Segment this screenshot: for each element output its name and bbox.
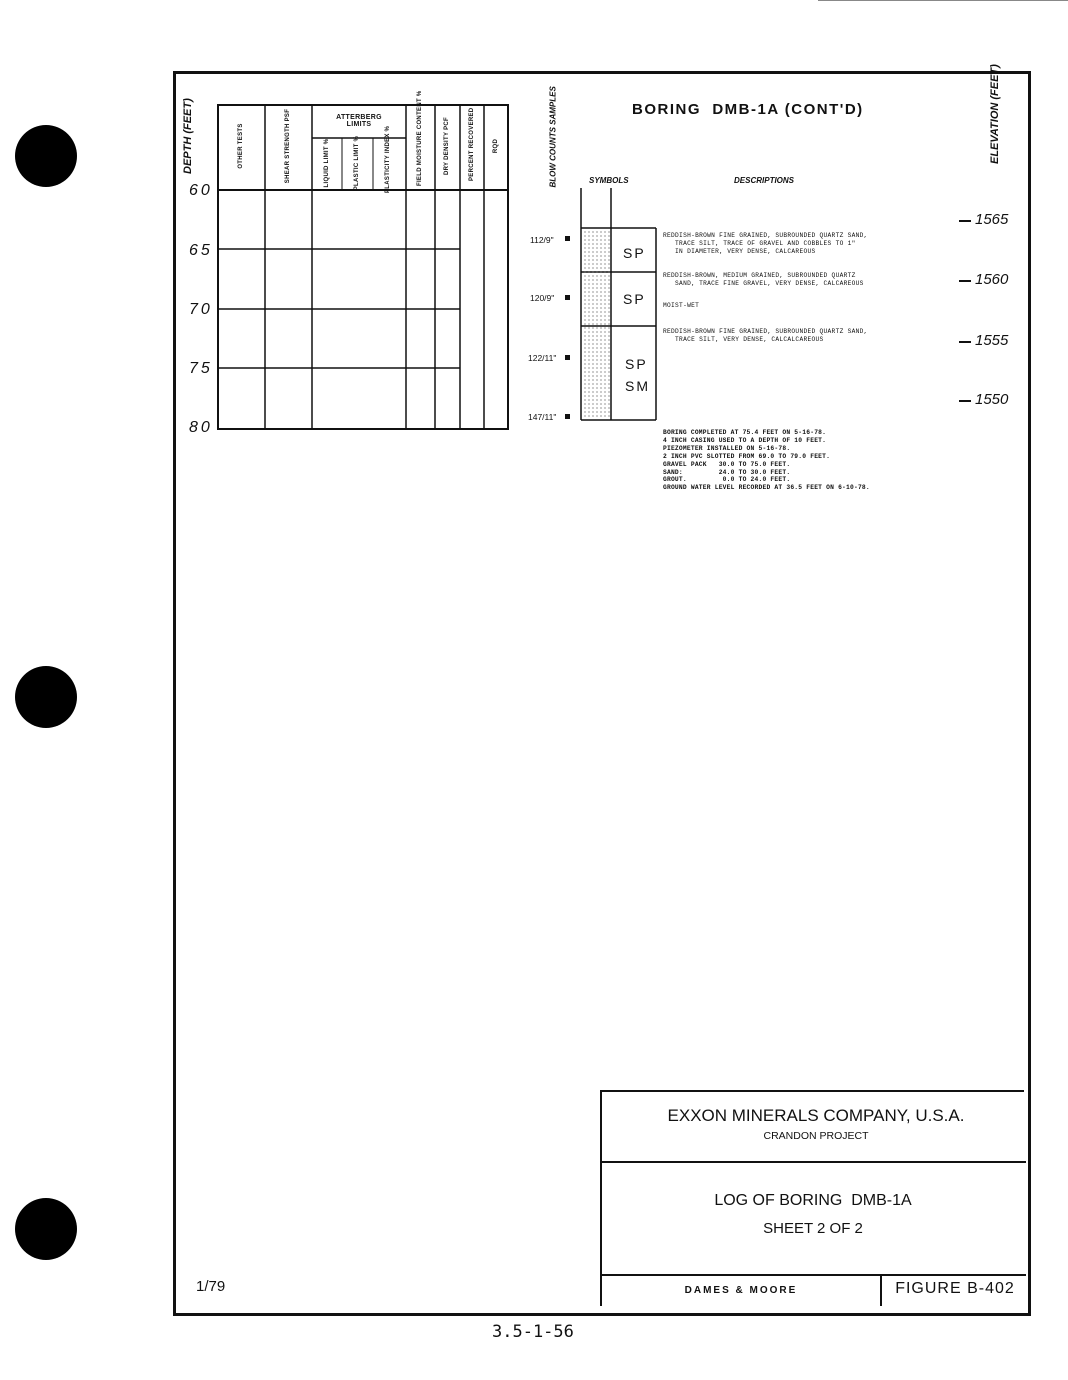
col-rqd: RQD [493, 138, 499, 154]
elevation-1560: 1560 [975, 271, 1009, 288]
elevation-axis-label: ELEVATION (FEET) [989, 64, 1001, 164]
page-number: 3.5-1-56 [492, 1322, 574, 1342]
project-name: CRANDON PROJECT [763, 1130, 869, 1142]
depth-65: 65 [189, 242, 213, 259]
description-3: MOIST-WET [663, 302, 700, 309]
figure-number: FIGURE B-402 [895, 1280, 1015, 1297]
depth-75: 75 [189, 360, 213, 377]
log-title: LOG OF BORING DMB-1A [714, 1192, 912, 1209]
blow-count-4: 147/11" [528, 412, 557, 422]
symbol-sm: SM [625, 378, 650, 394]
elevation-1555: 1555 [975, 332, 1009, 349]
title-divider-2 [602, 1274, 1026, 1276]
symbol-sp-1: SP [623, 245, 646, 261]
col-plasticity-index: PLASTICITY INDEX % [385, 125, 391, 193]
elevation-tick-1 [959, 220, 971, 222]
depth-80: 80 [189, 419, 213, 436]
depth-60: 60 [189, 182, 213, 199]
description-2: REDDISH-BROWN, MEDIUM GRAINED, SUBROUNDED QUARTZ SAND, TRACE FINE GRAVEL, VERY DENSE, CALCAREOUS [663, 272, 864, 287]
blow-counts-label: BLOW COUNTS SAMPLES [548, 86, 558, 188]
boring-title: BORING DMB-1A (CONT'D) [632, 101, 864, 118]
elevation-tick-3 [959, 341, 971, 343]
col-shear-strength: SHEAR STRENGTH PSF [285, 108, 291, 184]
sample-marker-2 [565, 295, 570, 300]
sample-marker-4 [565, 414, 570, 419]
depth-70: 70 [189, 301, 213, 318]
blow-count-3: 122/11" [528, 353, 557, 363]
symbol-sp-3: SP [625, 356, 648, 372]
descriptions-label: DESCRIPTIONS [734, 176, 795, 185]
sample-marker-1 [565, 236, 570, 241]
col-other-tests: OTHER TESTS [238, 123, 244, 169]
col-plastic-limit: PLASTIC LIMIT % [354, 135, 360, 191]
col-dry-density: DRY DENSITY PCF [444, 116, 450, 176]
firm-name: DAMES & MOORE [684, 1285, 798, 1296]
company-name: EXXON MINERALS COMPANY, U.S.A. [667, 1106, 965, 1125]
description-1: REDDISH-BROWN FINE GRAINED, SUBROUNDED QUARTZ SAND, TRACE SILT, TRACE OF GRAVEL AND COBBLES TO 1" IN DIAMETER, VERY DENSE, CALCAREOUS [663, 232, 868, 255]
elevation-1550: 1550 [975, 391, 1009, 408]
sand-pattern [583, 230, 610, 418]
elevation-1565: 1565 [975, 211, 1009, 228]
title-divider-1 [602, 1161, 1026, 1163]
col-liquid-limit: LIQUID LIMIT % [324, 138, 330, 188]
symbol-sp-2: SP [623, 291, 646, 307]
description-4: REDDISH-BROWN FINE GRAINED, SUBROUNDED QUARTZ SAND, TRACE SILT, VERY DENSE, CALCALCAREOUS [663, 328, 868, 343]
title-block [600, 1090, 1024, 1306]
col-atterberg-limits: ATTERBERG LIMITS [336, 114, 382, 128]
sample-marker-3 [565, 355, 570, 360]
sheet-number: SHEET 2 OF 2 [763, 1220, 863, 1237]
col-moisture-content: FIELD MOISTURE CONTENT % [417, 90, 423, 186]
blow-count-1: 112/9" [530, 235, 554, 245]
elevation-tick-2 [959, 280, 971, 282]
symbols-label: SYMBOLS [589, 176, 629, 185]
blow-count-2: 120/9" [530, 293, 555, 303]
depth-axis-label: DEPTH (FEET) [182, 98, 194, 174]
date-code: 1/79 [196, 1278, 226, 1295]
elevation-tick-4 [959, 400, 971, 402]
col-percent-recovered: PERCENT RECOVERED [469, 107, 475, 181]
boring-notes: BORING COMPLETED AT 75.4 FEET ON 5-16-78. 4 INCH CASING USED TO A DEPTH OF 10 FEET. PIEZOMETER INSTALLED ON 5-16-78. 2 INCH PVC SLOTTED FROM 69.0 TO 79.0 FEET. GRAVEL PACK 30.0 TO 75.0 FEET. SAND: 24.0 TO 30.0 FEET. GROUT. 0.0 TO 24.0 FEET. GROUND WATER LEVEL RECORDED AT 36.5 FEET ON 6-10-78. [663, 429, 870, 492]
